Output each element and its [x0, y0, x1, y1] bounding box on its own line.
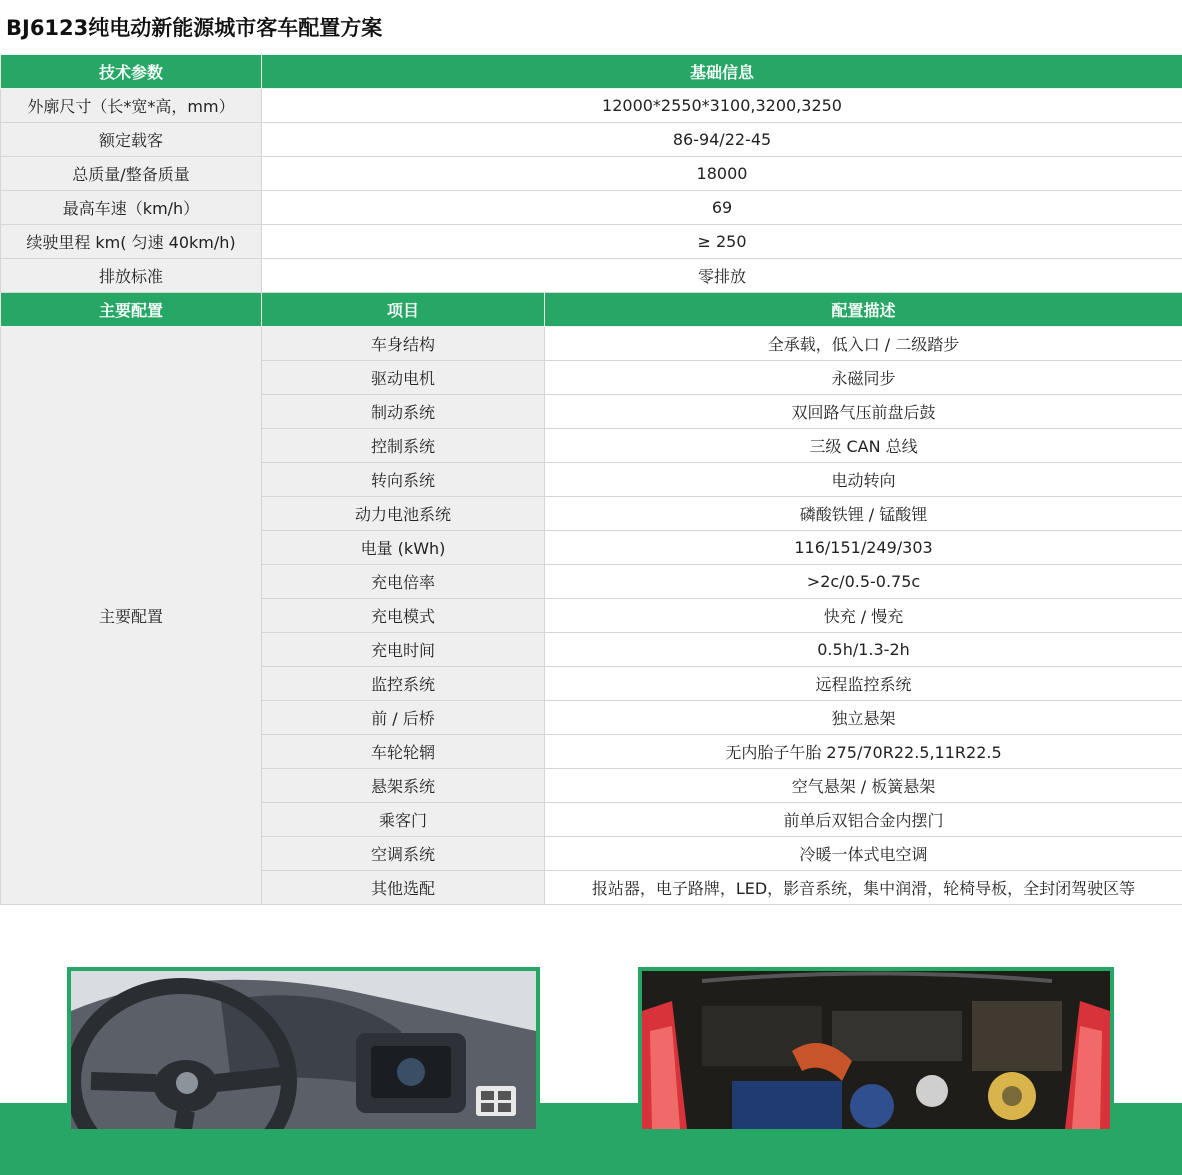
tech-value: 零排放 [262, 259, 1182, 293]
tech-row [1, 191, 1182, 225]
config-item: 充电倍率 [262, 565, 545, 599]
config-header-col3: 配置描述 [545, 293, 1182, 327]
config-desc: 独立悬架 [545, 701, 1182, 735]
tech-value: ≥ 250 [262, 225, 1182, 259]
tech-label: 续驶里程 km( 匀速 40km/h) [1, 225, 262, 259]
tech-row [1, 89, 1182, 123]
tech-row [1, 259, 1182, 293]
config-desc: >2c/0.5-0.75c [545, 565, 1182, 599]
config-desc: 冷暖一体式电空调 [545, 837, 1182, 871]
tech-header-col1: 技术参数 [1, 55, 262, 89]
tech-value: 12000*2550*3100,3200,3250 [262, 89, 1182, 123]
page-title: BJ6123纯电动新能源城市客车配置方案 [6, 16, 383, 40]
spec-table [0, 54, 1182, 905]
config-item: 监控系统 [262, 667, 545, 701]
tech-label: 外廓尺寸（长*宽*高，mm） [1, 89, 262, 123]
tech-header-row [1, 55, 1182, 89]
steering-wheel-icon [71, 971, 536, 1129]
config-desc: 双回路气压前盘后鼓 [545, 395, 1182, 429]
config-desc: 永磁同步 [545, 361, 1182, 395]
config-desc: 电动转向 [545, 463, 1182, 497]
tech-value: 86-94/22-45 [262, 123, 1182, 157]
config-header-row [1, 293, 1182, 327]
config-desc: 0.5h/1.3-2h [545, 633, 1182, 667]
config-item: 驱动电机 [262, 361, 545, 395]
tech-label: 总质量/整备质量 [1, 157, 262, 191]
config-desc: 前单后双铝合金内摆门 [545, 803, 1182, 837]
tech-row [1, 157, 1182, 191]
config-desc: 报站器，电子路牌，LED，影音系统，集中润滑，轮椅导板，全封闭驾驶区等 [545, 871, 1182, 905]
config-row [1, 327, 1182, 361]
tech-label: 额定载客 [1, 123, 262, 157]
config-header-col2: 项目 [262, 293, 545, 327]
tech-row [1, 123, 1182, 157]
config-desc: 116/151/249/303 [545, 531, 1182, 565]
config-item: 前 / 后桥 [262, 701, 545, 735]
config-item: 车身结构 [262, 327, 545, 361]
engine-bay-illustration [642, 971, 1110, 1129]
config-desc: 快充 / 慢充 [545, 599, 1182, 633]
config-header-col1: 主要配置 [1, 293, 262, 327]
config-desc: 无内胎子午胎 275/70R22.5,11R22.5 [545, 735, 1182, 769]
config-item: 控制系统 [262, 429, 545, 463]
config-desc: 空气悬架 / 板簧悬架 [545, 769, 1182, 803]
config-item: 动力电池系统 [262, 497, 545, 531]
config-item: 充电模式 [262, 599, 545, 633]
config-item: 车轮轮辋 [262, 735, 545, 769]
config-desc: 三级 CAN 总线 [545, 429, 1182, 463]
tech-label: 最高车速（km/h） [1, 191, 262, 225]
tech-label: 排放标准 [1, 259, 262, 293]
config-desc: 磷酸铁锂 / 锰酸锂 [545, 497, 1182, 531]
config-desc: 远程监控系统 [545, 667, 1182, 701]
tech-row [1, 225, 1182, 259]
config-desc: 全承载，低入口 / 二级踏步 [545, 327, 1182, 361]
tech-value: 69 [262, 191, 1182, 225]
config-item: 空调系统 [262, 837, 545, 871]
config-group-label: 主要配置 [1, 327, 262, 905]
tech-value: 18000 [262, 157, 1182, 191]
config-item: 充电时间 [262, 633, 545, 667]
config-item: 悬架系统 [262, 769, 545, 803]
config-item: 其他选配 [262, 871, 545, 905]
config-item: 乘客门 [262, 803, 545, 837]
tech-header-col2: 基础信息 [262, 55, 1182, 89]
dashboard-photo [67, 967, 540, 1133]
engine-bay-photo [638, 967, 1114, 1133]
config-item: 制动系统 [262, 395, 545, 429]
config-item: 转向系统 [262, 463, 545, 497]
config-item: 电量 (kWh) [262, 531, 545, 565]
